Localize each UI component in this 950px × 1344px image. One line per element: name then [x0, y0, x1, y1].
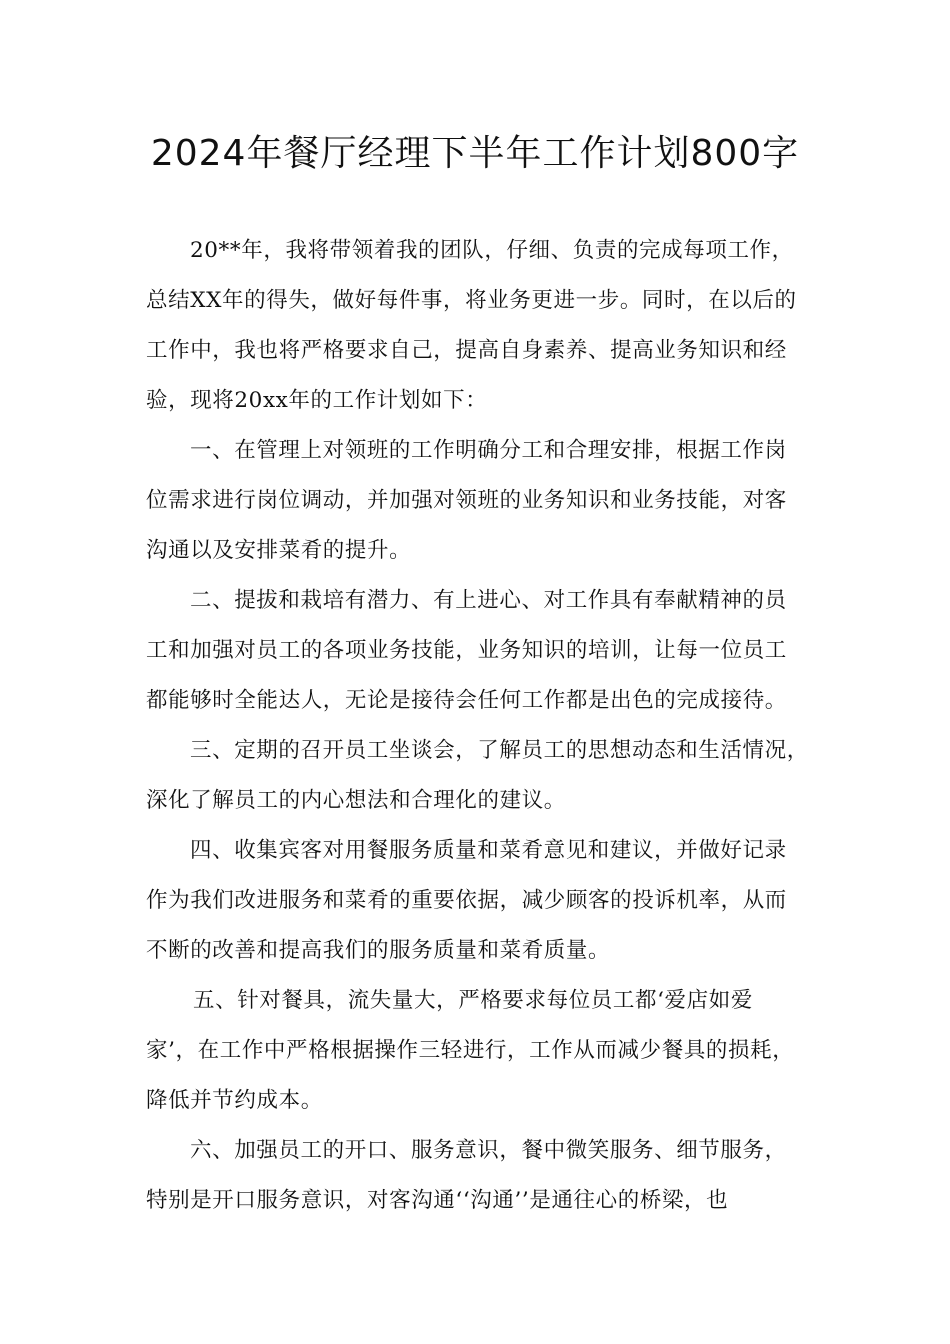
- body-line-16: 五、针对餐具，流失量大，严格要求每位员工都‘爱店如爱: [193, 988, 753, 1013]
- body-line-9: 工和加强对员工的各项业务技能，业务知识的培训，让每一位员工: [146, 638, 787, 663]
- body-line-15: 不断的改善和提高我们的服务质量和菜肴质量。: [146, 938, 611, 963]
- body-line-12: 深化了解员工的内心想法和合理化的建议。: [146, 788, 566, 813]
- body-line-20: 特别是开口服务意识，对客沟通‘‘沟通’’是通往心的桥梁，也: [146, 1188, 729, 1213]
- document-title: 2024年餐厅经理下半年工作计划800字: [150, 133, 800, 174]
- body-line-8: 二、提拔和栽培有潜力、有上进心、对工作具有奉献精神的员: [190, 588, 787, 613]
- body-line-17: 家’，在工作中严格根据操作三轻进行，工作从而减少餐具的损耗，: [146, 1038, 795, 1063]
- body-line-7: 沟通以及安排菜肴的提升。: [146, 538, 412, 563]
- body-line-6: 位需求进行岗位调动，并加强对领班的业务知识和业务技能，对客: [146, 488, 787, 513]
- body-line-2: 总结XX年的得失，做好每件事，将业务更进一步。同时，在以后的: [146, 288, 797, 313]
- body-line-3: 工作中，我也将严格要求自己，提高自身素养、提高业务知识和经: [146, 338, 787, 363]
- body-line-13: 四、收集宾客对用餐服务质量和菜肴意见和建议，并做好记录: [190, 838, 787, 863]
- body-line-18: 降低并节约成本。: [146, 1088, 323, 1113]
- body-line-11: 三、定期的召开员工坐谈会，了解员工的思想动态和生活情况，: [190, 738, 809, 763]
- body-line-4: 验，现将20xx年的工作计划如下：: [146, 388, 488, 413]
- body-line-19: 六、加强员工的开口、服务意识，餐中微笑服务、细节服务，: [190, 1138, 787, 1163]
- body-line-14: 作为我们改进服务和菜肴的重要依据，减少顾客的投诉机率，从而: [146, 888, 787, 913]
- body-line-1: 20**年，我将带领着我的团队，仔细、负责的完成每项工作，: [190, 238, 794, 263]
- body-line-5: 一、在管理上对领班的工作明确分工和合理安排，根据工作岗: [190, 438, 787, 463]
- body-line-10: 都能够时全能达人，无论是接待会任何工作都是出色的完成接待。: [146, 688, 787, 713]
